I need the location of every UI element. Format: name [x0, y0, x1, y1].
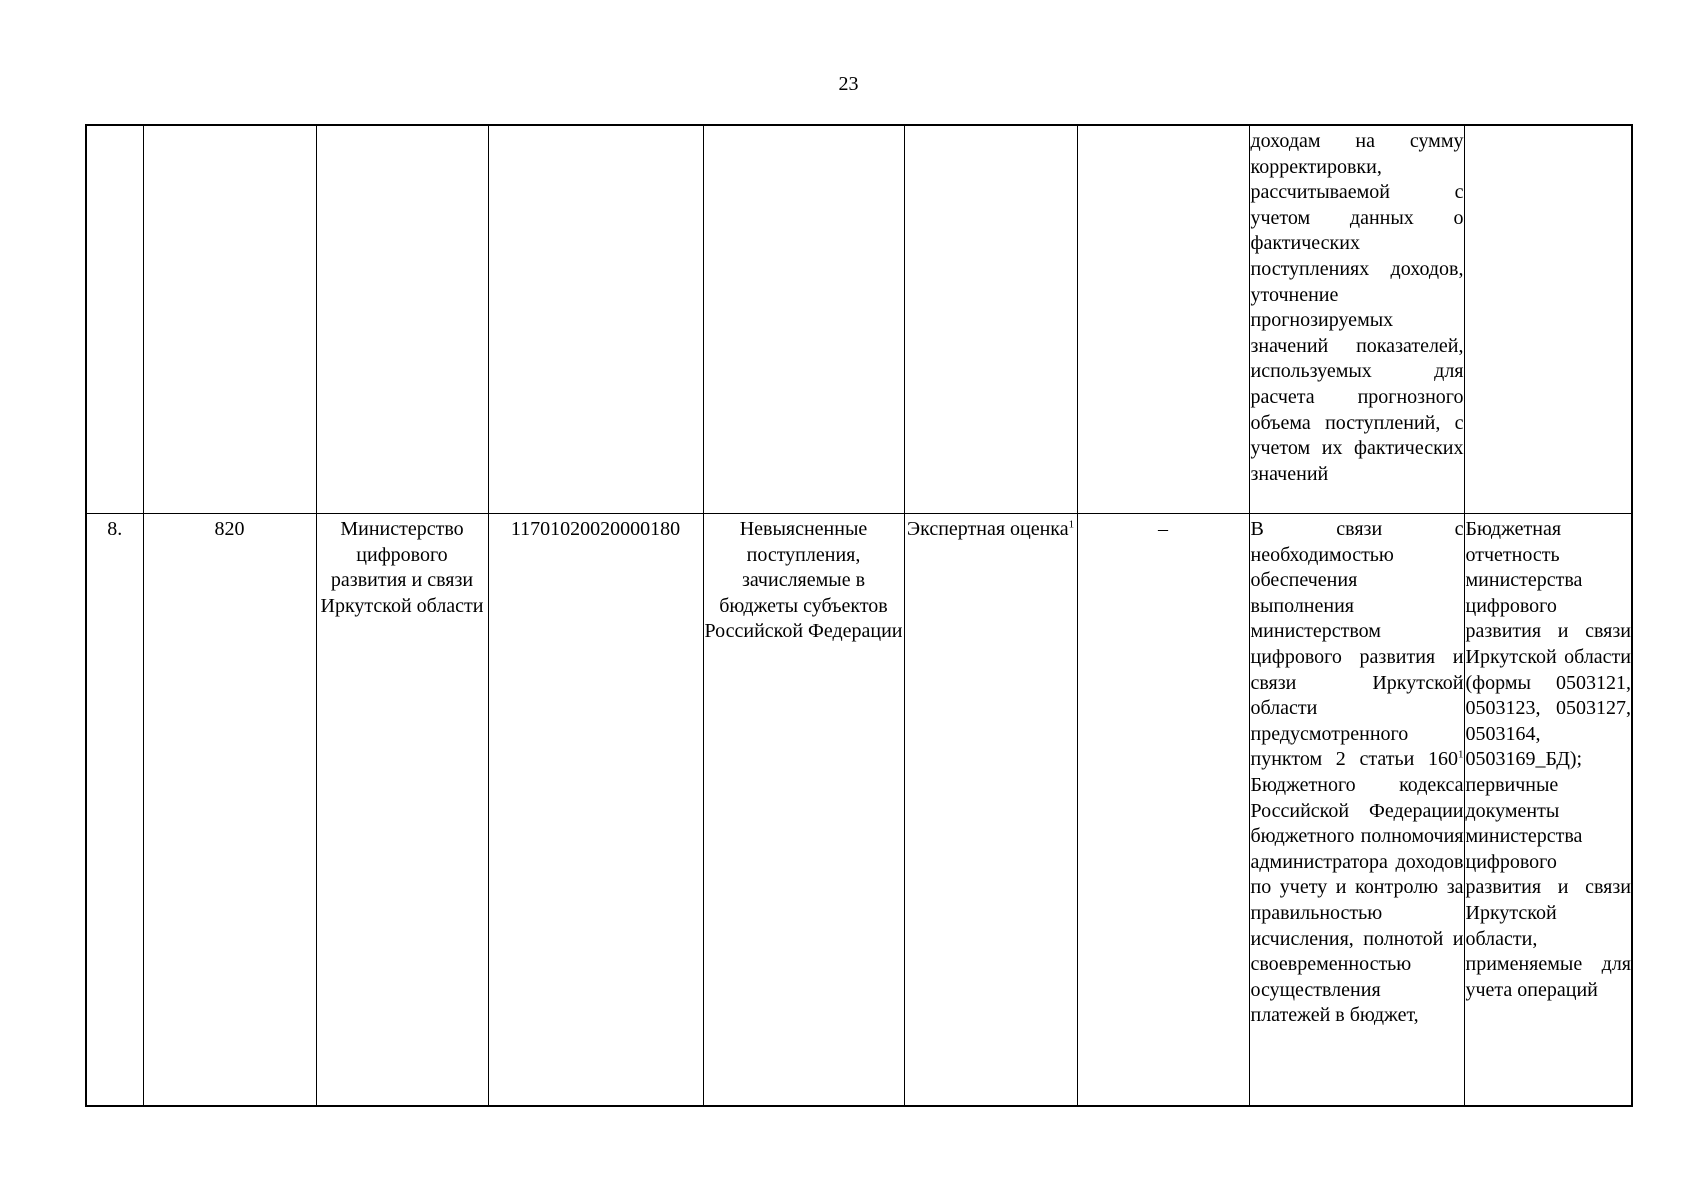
cell-kbk [488, 125, 703, 514]
description-text-pre: В связи с необходимостью обеспечения выполнения министерством цифрового развития и связи Иркутской области предусмотренного пунктом 2 статьи 160 [1250, 518, 1464, 771]
cell-admin: Министерство цифрового развития и связи Иркутской области [316, 514, 488, 1107]
table-row [86, 514, 1632, 1107]
cell-num [86, 125, 143, 514]
cell-num: 8. [86, 514, 143, 1107]
cell-revenue-name: Невыясненные поступления, зачисляемые в бюджеты субъектов Российской Федерации [703, 514, 904, 1107]
cell-revenue-name [703, 125, 904, 514]
cell-source: Бюджетная отчетность министерства цифрового развития и связи Иркутской области (формы 0503121, 0503123, 0503127, 0503164, 0503169_БД); первичные документы министерства цифрового развития и связи Иркутской области, применяемые для учета операций [1464, 514, 1632, 1107]
cell-kbk: 11701020020000180 [488, 514, 703, 1107]
table-row [86, 125, 1632, 514]
method-text: Экспертная оценка [906, 518, 1069, 540]
cell-formula [1077, 125, 1249, 514]
page-number: 23 [838, 73, 859, 95]
cell-admin [316, 125, 488, 514]
cell-code [143, 125, 316, 514]
article-superscript: 1 [1458, 748, 1464, 761]
cell-description: доходам на сумму корректировки, рассчитываемой с учетом данных о фактических поступлениях доходов, уточнение прогнозируемых значений показателей, используемых для расчета прогнозного объема поступлений, с учетом их фактических значений [1249, 125, 1464, 514]
description-text-post: Бюджетного кодекса Российской Федерации бюджетного полномочия администратора доходов по учету и контролю за правильностью исчисления, полнотой и своевременностью осуществления платежей в бюджет, [1250, 773, 1464, 1027]
cell-code: 820 [143, 514, 316, 1107]
cell-method [904, 125, 1077, 514]
cell-description [1249, 514, 1464, 1107]
cell-source [1464, 125, 1632, 514]
revenue-forecast-table [85, 124, 1633, 1107]
cell-formula: – [1077, 514, 1249, 1107]
cell-method [904, 514, 1077, 1107]
method-footnote-mark: 1 [1068, 518, 1075, 531]
